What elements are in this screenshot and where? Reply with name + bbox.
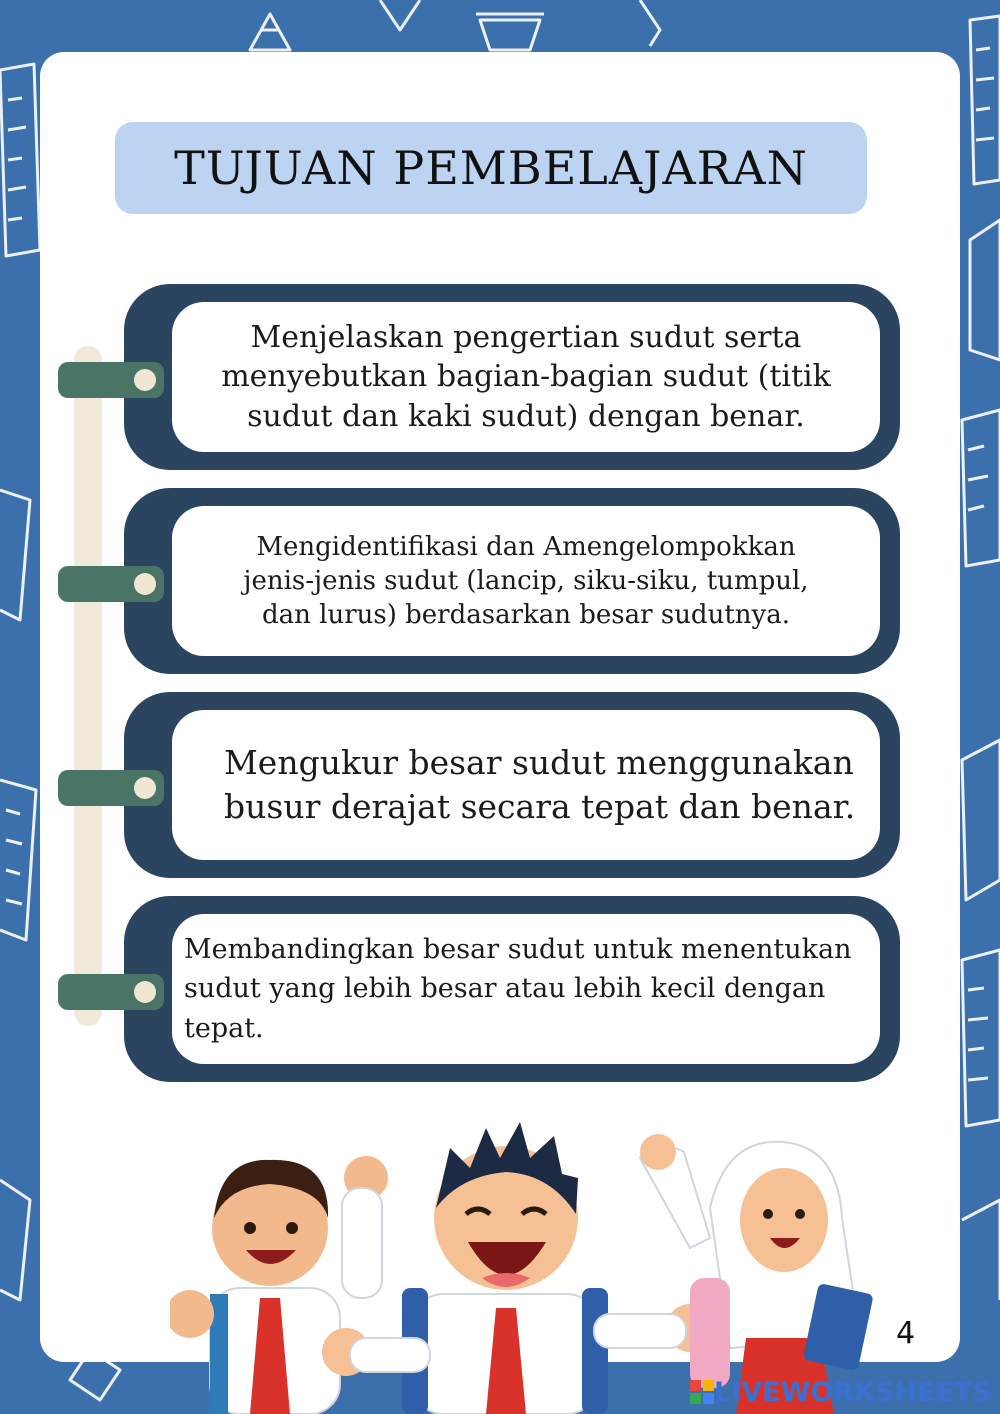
triangle-doodle bbox=[640, 0, 660, 46]
right-ruler-2 bbox=[962, 410, 1000, 566]
goal-card-1 bbox=[124, 284, 900, 470]
goal-card-4 bbox=[124, 896, 900, 1082]
tab-dot-icon bbox=[134, 981, 156, 1003]
right-triangle-1 bbox=[970, 220, 1000, 360]
goal-text-3: Mengukur besar sudut menggunakan busur derajat secara tepat dan benar. bbox=[224, 743, 856, 826]
goal-card-3-inner bbox=[172, 710, 880, 860]
goal-card-4-inner bbox=[172, 914, 880, 1064]
left-ruler-2 bbox=[0, 490, 30, 620]
cup-doodle bbox=[476, 14, 544, 50]
liveworksheets-watermark[interactable] bbox=[690, 1374, 992, 1410]
pencil-doodle bbox=[250, 14, 290, 50]
timeline-bar bbox=[74, 346, 102, 1026]
right-doodle-bottom bbox=[962, 1200, 1000, 1300]
goal-card-3 bbox=[124, 692, 900, 878]
goal-card-2-inner bbox=[172, 506, 880, 656]
left-pencil-doodle bbox=[0, 1180, 30, 1300]
goal-tab-4 bbox=[58, 974, 164, 1010]
goal-text-2: Mengidentifikasi dan Amengelompokkan jenis-jenis sudut (lancip, siku-siku, tumpul, dan lurus) berdasarkan besar sudutnya. bbox=[243, 531, 809, 631]
students-illustration bbox=[170, 1118, 890, 1414]
goal-tab-1 bbox=[58, 362, 164, 398]
right-ruler-3 bbox=[962, 740, 1000, 900]
goal-card-1-inner bbox=[172, 302, 880, 452]
boy-left-figure bbox=[170, 1156, 388, 1414]
girl-right-figure bbox=[640, 1134, 874, 1414]
liveworksheets-logo-icon bbox=[690, 1380, 714, 1404]
goal-text-1: Menjelaskan pengertian sudut serta menyebutkan bagian-bagian sudut (titik sudut dan kaki sudut) dengan benar. bbox=[221, 319, 831, 434]
goal-tab-3 bbox=[58, 770, 164, 806]
right-ruler-4 bbox=[962, 950, 1000, 1126]
left-ruler-1 bbox=[0, 64, 40, 256]
tab-dot-icon bbox=[134, 777, 156, 799]
title-banner bbox=[115, 122, 867, 214]
tab-dot-icon bbox=[134, 369, 156, 391]
left-ruler-3 bbox=[0, 780, 36, 940]
right-ruler-1 bbox=[970, 16, 1000, 184]
page-number: 4 bbox=[896, 1316, 916, 1351]
goal-text-4: Membandingkan besar sudut untuk menentukan sudut yang lebih besar atau lebih kecil dengan tepat. bbox=[184, 934, 852, 1044]
goal-card-2 bbox=[124, 488, 900, 674]
tab-dot-icon bbox=[134, 573, 156, 595]
page-title: TUJUAN PEMBELAJARAN bbox=[174, 141, 808, 195]
watermark-text: LIVEWORKSHEETS bbox=[714, 1376, 992, 1408]
goal-tab-2 bbox=[58, 566, 164, 602]
ruler-doodle bbox=[380, 0, 420, 30]
